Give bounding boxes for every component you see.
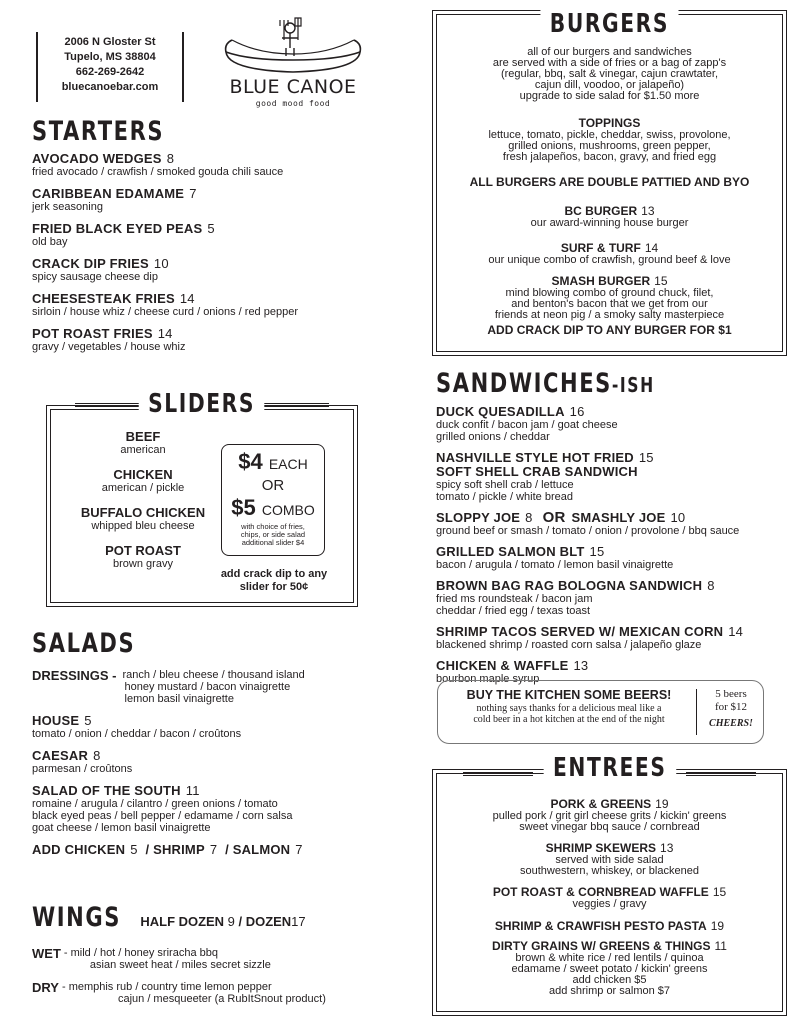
item-name: [433, 920, 786, 933]
menu-item: [32, 187, 402, 213]
slider-name: BUFFALO CHICKEN: [80, 505, 206, 520]
logo-tagline: good mood food: [255, 99, 331, 108]
toppings-label: TOPPINGS: [578, 116, 641, 130]
section-title-starters: STARTERS: [32, 116, 165, 147]
wings-wet-row: WET - mild / hot / honey sriracha bbq asian sweet heat / miles secret sizzle: [32, 946, 271, 971]
entrees-box: [432, 753, 787, 1016]
item-name: [32, 292, 402, 306]
item-desc-line: cheddar / fried egg / texas toast: [436, 605, 591, 617]
item-desc-line: jerk seasoning: [32, 201, 103, 213]
dressing-line: honey mustard / bacon vinaigrette: [124, 681, 291, 693]
section-title-wings: WINGS HALF DOZEN 9 / DOZEN17: [32, 902, 306, 933]
item-price: 13: [641, 204, 655, 218]
item-desc-line: and benton's bacon that we get from our: [511, 298, 708, 310]
item-desc-line: add chicken $5: [572, 974, 647, 986]
item-name: [436, 545, 781, 559]
item-desc-line: mind blowing combo of ground chuck, filet,: [505, 287, 714, 299]
dressing-line: ranch / bleu cheese / thousand island: [122, 669, 305, 681]
item-price: 10: [153, 256, 169, 271]
item-price: 14: [179, 291, 195, 306]
section-title-entrees: ENTREES: [543, 753, 675, 783]
salad-addons: ADD CHICKEN 5 / SHRIMP 7 / SALMON 7: [32, 842, 303, 857]
kitchen-beers-box: BUY THE KITCHEN SOME BEERS! nothing says thanks for a delicious meal like a cold beer in a hot kitchen at the end of the night 5 beers for $12 CHEERS!: [437, 680, 764, 744]
address-line: Tupelo, MS 38804: [64, 51, 156, 63]
burger-crack-dip-note: ADD CRACK DIP TO ANY BURGER FOR $1: [487, 323, 732, 337]
item-title: POT ROAST FRIES: [32, 326, 153, 341]
dozen-label: / DOZEN: [238, 914, 292, 929]
salads-list: [32, 714, 402, 834]
slider-desc: whipped bleu cheese: [91, 520, 195, 532]
slider-desc: american / pickle: [101, 482, 185, 494]
item-price: 15: [654, 274, 668, 288]
menu-item: [436, 545, 781, 571]
wet-label: WET: [32, 946, 61, 961]
slider-name: BEEF: [125, 429, 161, 444]
slider-item: [61, 544, 225, 570]
item-desc-line: add shrimp or salmon $7: [548, 985, 671, 997]
item-title: SALAD OF THE SOUTH: [32, 783, 181, 798]
item-desc-line: our unique combo of crawfish, ground beef & love: [488, 254, 731, 266]
item-title: CRACK DIP FRIES: [32, 256, 149, 271]
price-each: $4: [238, 449, 263, 474]
menu-item: [436, 579, 781, 617]
half-dozen-label: HALF DOZEN: [140, 914, 225, 929]
item-desc-line: ground beef or smash / tomato / onion / provolone / bbq sauce: [436, 525, 740, 537]
item-name: [436, 625, 781, 639]
item-desc-line: romaine / arugula / cilantro / green onions / tomato: [32, 798, 278, 810]
entree-item: [433, 940, 786, 997]
item-name: [436, 579, 781, 593]
item-title: HOUSE: [32, 713, 80, 728]
item-title: NASHVILLE STYLE HOT FRIED: [436, 450, 634, 465]
menu-item: [32, 152, 402, 178]
item-desc-line: edamame / sweet potato / kickin' greens: [511, 963, 708, 975]
dozen-price: 17: [291, 914, 306, 929]
item-title: SHRIMP TACOS SERVED W/ MEXICAN CORN: [436, 624, 724, 639]
slider-list: [61, 430, 225, 582]
item-name: [436, 511, 781, 525]
item-price: 13: [660, 841, 674, 855]
address-line: 2006 N Gloster St: [64, 36, 156, 48]
dressing-line: lemon basil vinaigrette: [124, 693, 234, 705]
logo-name: BLUE CANOE: [229, 76, 357, 98]
item-title: CAESAR: [32, 748, 89, 763]
slider-crack-dip-note: add crack dip to any slider for 50¢: [220, 568, 328, 593]
item-price: 19: [710, 919, 725, 933]
item-name: [32, 222, 402, 236]
dressings-row: [32, 668, 402, 705]
slider-price-box: [221, 444, 325, 556]
item-name: [436, 405, 781, 419]
slider-name: CHICKEN: [113, 467, 173, 482]
slider-desc: american: [120, 444, 166, 456]
item-name: [436, 659, 781, 673]
burger-item: [433, 275, 786, 321]
item-desc-line: blackened shrimp / roasted corn salsa / jalapeño glaze: [436, 639, 702, 651]
kitchen-title: BUY THE KITCHEN SOME BEERS!: [466, 688, 672, 702]
starters-section: [32, 116, 402, 362]
item-title: CHICKEN & WAFFLE: [436, 658, 569, 673]
item-title: SLOPPY JOE: [436, 510, 521, 525]
item-name: [32, 152, 402, 166]
item-desc-line: bourbon maple syrup: [436, 673, 540, 685]
section-title-sandwiches: SANDWICHES-ISH: [436, 368, 655, 399]
item-name: [32, 257, 402, 271]
menu-item: [436, 625, 781, 651]
entree-item: [433, 886, 786, 910]
item-price: 8: [707, 578, 715, 593]
item-desc-line: gravy / vegetables / house whiz: [32, 341, 186, 353]
item-desc-line: grilled onions / cheddar: [436, 431, 550, 443]
item-title: DIRTY GRAINS W/ GREENS & THINGS: [492, 939, 711, 953]
menu-item: [32, 222, 402, 248]
item-price: 8: [166, 151, 175, 166]
burgers-toppings: TOPPINGS lettuce, tomato, pickle, cheddar, swiss, provolone, grilled onions, mushrooms, green pepper, fresh jalapeños, bacon, gravy, and fried egg: [433, 117, 786, 163]
item-desc-line: southwestern, whiskey, or blackened: [520, 865, 699, 877]
item-title: BC BURGER: [564, 204, 638, 218]
entree-item: [433, 842, 786, 877]
item-name: [32, 327, 402, 341]
item-desc-line: spicy sausage cheese dip: [32, 271, 158, 283]
item-desc-line: fried ms roundsteak / bacon jam: [436, 593, 593, 605]
each-label: EACH: [268, 456, 308, 472]
item-desc-line: spicy soft shell crab / lettuce: [436, 479, 574, 491]
menu-item: [32, 784, 402, 834]
item-title: PORK & GREENS: [550, 797, 652, 811]
item-desc-line: black eyed peas / bell pepper / edamame / corn salsa: [32, 810, 293, 822]
item-desc-line: tomato / pickle / white bread: [436, 491, 573, 503]
menu-item: [32, 327, 402, 353]
item-title: DUCK QUESADILLA: [436, 404, 565, 419]
item-title: FRIED BLACK EYED PEAS: [32, 221, 203, 236]
item-price: 11: [714, 939, 727, 953]
phone-number: 662-269-2642: [75, 66, 145, 78]
item-desc-line: brown & white rice / red lentils / quinoa: [515, 952, 704, 964]
beer-offer-price: for $12: [714, 701, 748, 713]
item-price: 5: [207, 221, 215, 236]
item-title: CARIBBEAN EDAMAME: [32, 186, 185, 201]
item-title: SMASH BURGER: [551, 274, 651, 288]
slider-item: [61, 430, 225, 456]
item-desc-line: pulled pork / grit girl cheese grits / kickin' greens: [492, 810, 727, 822]
dry-label: DRY: [32, 980, 59, 995]
item-title: GRILLED SALMON BLT: [436, 544, 585, 559]
menu-item: [32, 292, 402, 318]
item-price: 10: [670, 510, 686, 525]
item-price: 13: [573, 658, 589, 673]
wings-dry-row: DRY - memphis rub / country time lemon pepper cajun / mesqueeter (a RubItSnout product): [32, 980, 326, 1005]
entree-item: [433, 798, 786, 833]
website-link[interactable]: bluecanoebar.com: [61, 81, 159, 93]
item-price: 14: [644, 241, 659, 255]
half-dozen-price: 9: [228, 914, 236, 929]
item-title: BROWN BAG RAG BOLOGNA SANDWICH: [436, 578, 703, 593]
item-name: [32, 784, 402, 798]
starters-list: [32, 152, 402, 353]
or-label: OR: [542, 509, 566, 526]
item-desc-line: duck confit / bacon jam / goat cheese: [436, 419, 618, 431]
slider-item: [61, 506, 225, 532]
combo-label: COMBO: [261, 502, 315, 518]
cheers-text: CHEERS!: [709, 718, 753, 729]
address-block: [36, 32, 184, 102]
item-desc-line: sweet vinegar bbq sauce / cornbread: [519, 821, 700, 833]
slider-desc: brown gravy: [113, 558, 173, 570]
burger-item: [433, 205, 786, 229]
item-title: SMASHLY JOE: [571, 510, 666, 525]
item-price: 16: [569, 404, 585, 419]
item-desc-line: goat cheese / lemon basil vinaigrette: [32, 822, 211, 834]
item-name: [32, 749, 402, 763]
item-name-second-line: SOFT SHELL CRAB SANDWICH: [436, 464, 638, 479]
item-title: SHRIMP SKEWERS: [545, 841, 657, 855]
or-label: OR: [261, 477, 285, 494]
item-desc-line: old bay: [32, 236, 68, 248]
dressings-label: DRESSINGS -: [32, 668, 117, 683]
item-title: POT ROAST & CORNBREAD WAFFLE: [492, 885, 709, 899]
entree-item: [433, 920, 786, 933]
combo-fine-line: chips, or side salad: [240, 530, 306, 539]
burgers-box: [432, 10, 787, 356]
item-desc-line: our award-winning house burger: [530, 217, 689, 229]
sandwiches-section: [436, 368, 781, 693]
item-desc-line: parmesan / croûtons: [32, 763, 133, 775]
item-price: 15: [589, 544, 605, 559]
item-name: [436, 451, 781, 465]
burger-item: [433, 242, 786, 266]
menu-item: [436, 405, 781, 443]
burgers-intro: all of our burgers and sandwiches are served with a side of fries or a bag of zapp's (regular, bbq, salt & vinegar, cajun crawtater, cajun dill, voodoo, or jalapeño) upgrade to side salad for $1.50 more: [492, 46, 727, 102]
item-desc-line: friends at neon pig / a smoky salty masterpiece: [494, 309, 725, 321]
item-price: 7: [189, 186, 197, 201]
item-title: SURF & TURF: [560, 241, 641, 255]
item-desc-line: bacon / arugula / tomato / lemon basil vinaigrette: [436, 559, 674, 571]
item-price: 14: [157, 326, 173, 341]
item-price: 14: [728, 624, 744, 639]
menu-item: [32, 749, 402, 775]
sliders-box: [46, 389, 358, 607]
item-price: 8: [525, 510, 533, 525]
item-price: 15: [638, 450, 654, 465]
item-title: AVOCADO WEDGES: [32, 151, 162, 166]
item-price: 15: [712, 885, 727, 899]
item-desc-line: tomato / onion / cheddar / bacon / croûtons: [32, 728, 242, 740]
item-desc-line: served with side salad: [555, 854, 664, 866]
item-price: 11: [185, 783, 200, 798]
menu-item: [32, 257, 402, 283]
section-title-salads: SALADS: [32, 628, 136, 659]
item-name: [32, 714, 402, 728]
item-price: 8: [93, 748, 101, 763]
item-desc-line: fried avocado / crawfish / smoked gouda chili sauce: [32, 166, 284, 178]
menu-item: [32, 714, 402, 740]
menu-item: [436, 511, 781, 537]
menu-item: [436, 451, 781, 503]
slider-item: [61, 468, 225, 494]
item-desc-line: veggies / gravy: [572, 898, 647, 910]
item-desc-line: sirloin / house whiz / cheese curd / onions / red pepper: [32, 306, 298, 318]
combo-fine-line: with choice of fries,: [241, 522, 305, 531]
price-combo: $5: [231, 495, 256, 520]
item-title: SHRIMP & CRAWFISH PESTO PASTA: [494, 919, 707, 933]
section-title-sliders: SLIDERS: [139, 389, 265, 419]
double-pattied-note: ALL BURGERS ARE DOUBLE PATTIED AND BYO: [469, 175, 750, 189]
canoe-icon: [218, 14, 368, 78]
item-price: 5: [84, 713, 92, 728]
section-title-burgers: BURGERS: [541, 9, 679, 39]
combo-fine-line: additional slider $4: [241, 538, 305, 547]
sandwich-list: [436, 405, 781, 685]
blue-canoe-logo: [213, 14, 373, 114]
item-title: CHEESESTEAK FRIES: [32, 291, 175, 306]
item-name: [32, 187, 402, 201]
wings-section: [32, 902, 402, 1005]
beer-offer: 5 beers: [715, 688, 747, 700]
salads-section: [32, 628, 402, 857]
item-price: 19: [655, 797, 669, 811]
slider-name: POT ROAST: [105, 543, 181, 558]
